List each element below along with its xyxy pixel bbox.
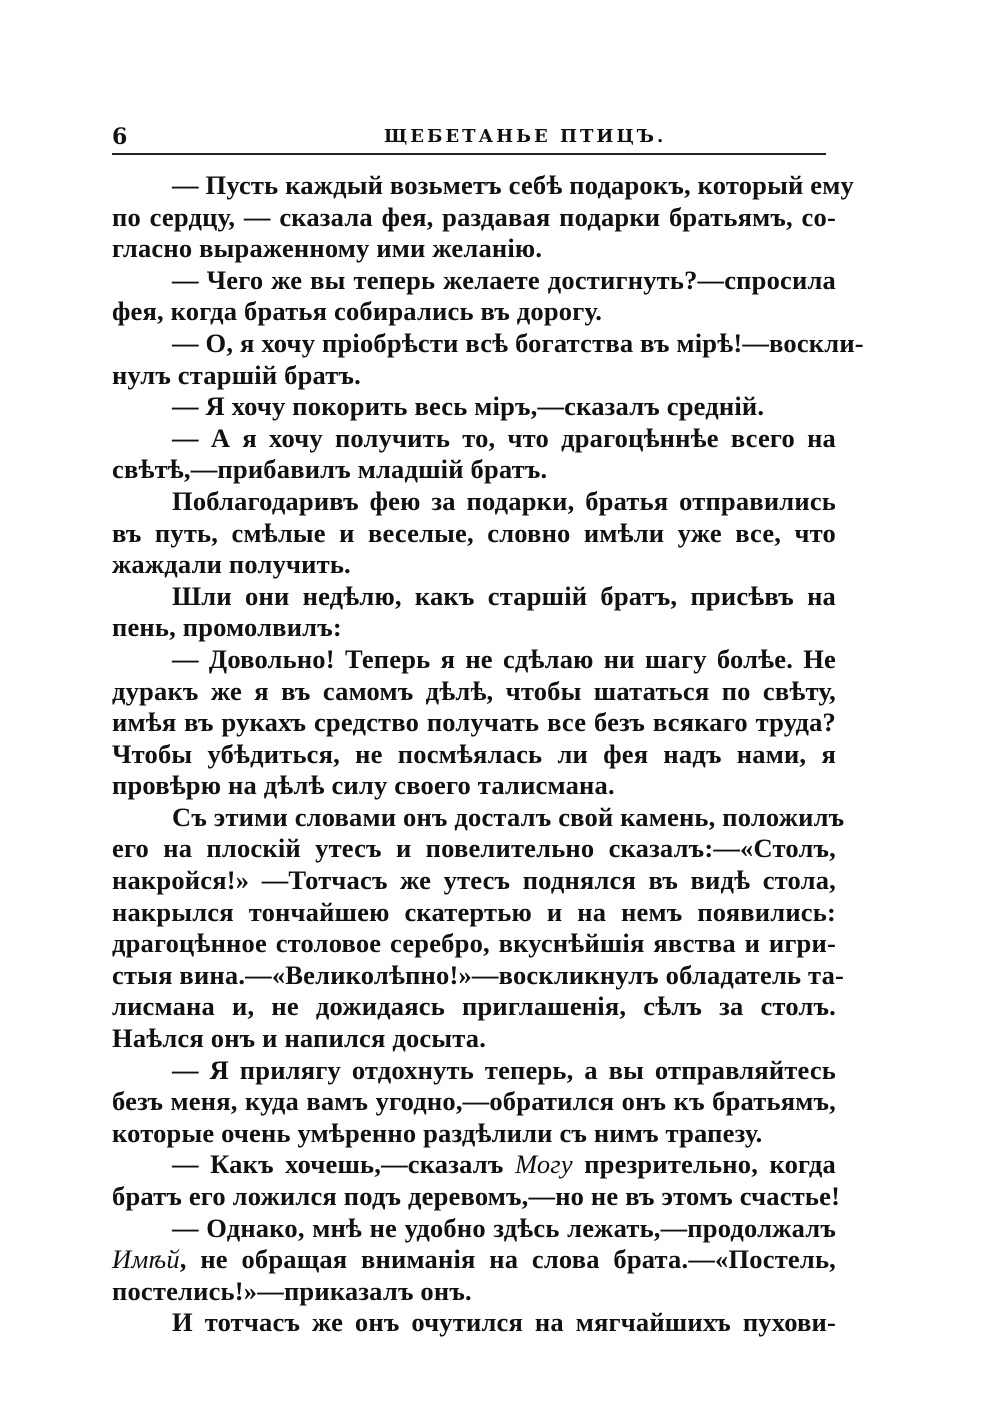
running-title: ЩЕБЕТАНЬЕ ПТИЦЪ. [384,126,667,147]
text-line: Чтобы убѣдиться, не посмѣялась ли фея надъ нами, я [112,738,836,769]
text-line: братъ его ложился подъ деревомъ,—но не въ этомъ счастье! [112,1181,841,1211]
italic-name: Могу [514,1149,573,1180]
text-line: И тотчасъ же онъ очутился на мягчайшихъ пухови- [172,1307,836,1338]
body-text [112,170,864,1339]
text-line: — Однако, мнѣ не удобно здѣсь лежать,—продолжалъ [172,1212,836,1243]
text-line: провѣрю на дѣлѣ силу своего талисмана. [112,770,615,801]
text-line: постелись!»—приказалъ онъ. [112,1275,472,1306]
text-line: — Я хочу покорить весь міръ,—сказалъ средній. [172,391,765,422]
text-line: свѣтѣ,—прибавилъ младшій братъ. [112,454,548,485]
text-line: — Чего же вы теперь желаете достигнуть?—спросила [172,264,836,295]
text-line: гласно выраженному ими желанію. [112,233,543,264]
text-line: — О, я хочу пріобрѣсти всѣ богатства въ мірѣ!—воскли- [172,327,864,358]
page-number: 6 [112,124,129,150]
text-line: драгоцѣнное столовое серебро, вкуснѣйшія явства и игри- [112,928,836,959]
text-line: накрылся тончайшею скатертью и на немъ появились: [112,896,836,927]
text-line: которые очень умѣренно раздѣлили съ нимъ трапезу. [112,1117,763,1148]
text-line: нулъ старшій братъ. [112,359,361,390]
text-line: накройся!» —Тотчасъ же утесъ поднялся въ видѣ стола, [112,865,836,896]
text-line: Поблагодаривъ фею за подарки, братья отправились [172,485,836,516]
italic-name: Имѣй [112,1244,180,1275]
header-rule [112,153,826,155]
text-line: безъ меня, куда вамъ угодно,—обратился онъ къ братьямъ, [112,1086,836,1117]
text-line: его на плоскій утесъ и повелительно сказалъ:—«Столъ, [112,833,836,864]
text-line: — Я прилягу отдохнуть теперь, а вы отправляйтесь [172,1054,836,1085]
text-line: по сердцу, — сказала фея, раздавая подарки братьямъ, со- [112,201,836,232]
text-line: Имѣй, не обращая вниманія на слова брата.—«Постель, [112,1244,836,1275]
text-line: пень, промолвилъ: [112,612,342,643]
text-line: имѣя въ рукахъ средство получать все безъ всякаго труда? [112,707,836,738]
text-line: — Какъ хочешь,—сказалъ Могу презрительно, когда [172,1149,836,1180]
text-line: жаждали получить. [112,549,351,580]
text-line: стыя вина.—«Великолѣпно!»—воскликнулъ обладатель та- [112,959,845,990]
text-line: въ путь, смѣлые и веселые, словно имѣли уже все, что [112,517,836,548]
text-line: Съ этими словами онъ досталъ свой камень, положилъ [172,801,845,832]
text-line: — Пусть каждый возьметъ себѣ подарокъ, который ему [172,170,854,200]
text-line: дуракъ же я въ самомъ дѣлѣ, чтобы шататься по свѣту, [112,675,836,706]
text-line: фея, когда братья собирались въ дорогу. [112,296,603,327]
text-line: Наѣлся онъ и напился досыта. [112,1023,487,1054]
text-line: — Довольно! Теперь я не сдѣлаю ни шагу болѣе. Не [172,643,836,674]
text-line: лисмана и, не дожидаясь приглашенія, сѣлъ за столъ. [112,991,836,1022]
page-header [112,124,826,158]
text-line: Шли они недѣлю, какъ старшій братъ, присѣвъ на [172,580,836,611]
text-line: — А я хочу получить то, что драгоцѣннѣе всего на [172,422,836,453]
